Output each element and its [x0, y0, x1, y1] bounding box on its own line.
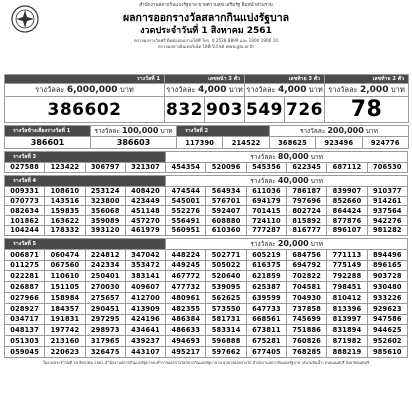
fifth-prize-number: 242334: [85, 260, 125, 271]
fifth-prize-number: 775149: [327, 260, 367, 271]
third-prize-table: [4, 151, 408, 173]
first-prize-number: 386602: [5, 97, 165, 123]
fifth-prize-number: 813396: [327, 303, 367, 314]
second-prize-number: 924776: [362, 137, 408, 149]
fourth-prize-table: [4, 175, 408, 236]
fifth-prize-number: 413909: [125, 303, 165, 314]
table-row: [5, 225, 408, 235]
fourth-prize-number: 981282: [367, 225, 407, 235]
fourth-prize-number: 797696: [287, 196, 327, 206]
fifth-prize-number: 224812: [85, 249, 125, 260]
table-row: [5, 216, 408, 226]
third-prize-number: 306797: [85, 163, 125, 173]
fifth-prize-amount: รางวัลละ 20,000 บาท: [166, 238, 408, 249]
table-row: [5, 249, 408, 260]
fifth-prize-number: 583314: [206, 325, 246, 336]
page-title: ผลการออกรางวัลสลากกินแบ่งรัฐบาล: [122, 12, 290, 24]
header-note-phone: ตรวจผลรางวัลฟรี ติดต่อสอบถามได้ที่ โทร. 0 2528 8899 และ 1900 1900 10: [134, 38, 278, 43]
fifth-prize-number: 467772: [166, 271, 206, 282]
fifth-prize-number: 573550: [206, 303, 246, 314]
near-first-amount: รางวัลละ 100,000 บาท: [91, 126, 177, 137]
fifth-prize-number: 290451: [85, 303, 125, 314]
fifth-prize-number: 250401: [85, 271, 125, 282]
fourth-prize-amount: รางวัลละ 40,000 บาท: [166, 175, 408, 186]
fifth-prize-number: 275657: [85, 292, 125, 303]
third-prize-number: 706530: [367, 163, 407, 173]
fourth-prize-number: 864424: [327, 206, 367, 216]
third-prize-amount: รางวัลละ 80,000 บาท: [166, 152, 408, 163]
fifth-prize-number: 639599: [246, 292, 286, 303]
top-prizes-table: [4, 74, 409, 123]
fifth-prize-number: 768285: [287, 346, 327, 357]
fourth-prize-number: 556491: [166, 216, 206, 226]
fifth-prize-number: 347042: [125, 249, 165, 260]
fifth-prize-number: 110610: [45, 271, 85, 282]
fourth-prize-number: 143516: [45, 196, 85, 206]
fifth-prize-number: 027966: [5, 292, 45, 303]
header: [4, 2, 408, 74]
government-lottery-logo-icon: [10, 4, 40, 34]
front3-label: เลขหน้า 3 ตัว: [165, 75, 245, 84]
front3-number: 903: [205, 97, 245, 123]
fifth-prize-number: 647733: [246, 303, 286, 314]
fifth-prize-number: 067560: [45, 260, 85, 271]
fourth-prize-number: 163622: [45, 216, 85, 226]
fifth-prize-number: 694792: [287, 260, 327, 271]
fifth-prize-number: 486384: [166, 314, 206, 325]
fifth-prize-number: 028927: [5, 303, 45, 314]
fourth-prize-number: 101862: [5, 216, 45, 226]
fifth-prize-number: 051303: [5, 336, 45, 347]
back3-amount: รางวัลละ 4,000 บาท: [246, 85, 323, 95]
fifth-prize-label: รางวัลที่ 5: [5, 238, 166, 249]
third-prize-number: 687112: [327, 163, 367, 173]
fourth-prize-number: 910377: [367, 186, 407, 196]
fifth-prize-number: 831894: [327, 325, 367, 336]
fifth-prize-number: 798451: [327, 282, 367, 293]
third-prize-number: 454354: [166, 163, 206, 173]
fifth-prize-number: 298973: [85, 325, 125, 336]
fifth-prize-number: 888219: [327, 346, 367, 357]
fourth-prize-number: 815892: [287, 216, 327, 226]
fifth-prize-number: 737858: [287, 303, 327, 314]
fifth-prize-number: 596888: [206, 336, 246, 347]
fifth-prize-number: 673811: [246, 325, 286, 336]
fifth-prize-number: 605219: [246, 249, 286, 260]
fifth-prize-number: 477732: [166, 282, 206, 293]
fourth-prize-number: 592407: [206, 206, 246, 216]
fifth-prize-number: 191831: [45, 314, 85, 325]
fifth-prize-number: 677405: [246, 346, 286, 357]
fifth-prize-number: 034717: [5, 314, 45, 325]
fourth-prize-number: 070773: [5, 196, 45, 206]
second-prize-number: 368625: [269, 137, 315, 149]
fifth-prize-number: 158984: [45, 292, 85, 303]
fifth-prize-number: 933226: [367, 292, 407, 303]
fifth-prize-number: 439237: [125, 336, 165, 347]
table-row: [5, 292, 408, 303]
fifth-prize-number: 448224: [166, 249, 206, 260]
front3-amount: รางวัลละ 4,000 บาท: [166, 85, 243, 95]
fourth-prize-number: 724110: [246, 216, 286, 226]
first-prize-label: รางวัลที่ 1: [5, 75, 165, 84]
first-prize-amount: รางวัลละ 6,000,000 บาท: [5, 84, 165, 97]
fourth-prize-number: 560951: [166, 225, 206, 235]
table-row: [5, 336, 408, 347]
fifth-prize-number: 006871: [5, 249, 45, 260]
fourth-prize-number: 178332: [45, 225, 85, 235]
fifth-prize-number: 220623: [45, 346, 85, 357]
fifth-prize-number: 985610: [367, 346, 407, 357]
second-prize-number: 923496: [316, 137, 362, 149]
fifth-prize-number: 930480: [367, 282, 407, 293]
fourth-prize-number: 159835: [45, 206, 85, 216]
third-prize-number: 545356: [246, 163, 286, 173]
fifth-prize-number: 702822: [287, 271, 327, 282]
fifth-prize-number: 668561: [246, 314, 286, 325]
fifth-prize-number: 383141: [125, 271, 165, 282]
third-prize-number: 321307: [125, 163, 165, 173]
fifth-prize-number: 929623: [367, 303, 407, 314]
fifth-prize-number: 751886: [287, 325, 327, 336]
third-prize-number: 520096: [206, 163, 246, 173]
footer-note: ในงวดประจำวันที่ 16 สิงหาคม 2561 สำนักงานสลากกินแบ่งรัฐบาลจะทำการออกรางวัลสลากกินแบ่งรัฐบาล ณ อาคารออกรางวัล สำนักงานสลากกินแบ่งรัฐบาล (สนามบินน้ำ) ถนนนนทบุรี จังหวัดนนทบุรี: [42, 359, 370, 365]
fifth-prize-number: 675281: [246, 336, 286, 347]
fifth-prize-number: 412700: [125, 292, 165, 303]
fourth-prize-number: 451148: [125, 206, 165, 216]
near-first-label: รางวัลข้างเคียงรางวัลที่ 1: [5, 126, 91, 137]
fifth-prize-number: 792288: [327, 271, 367, 282]
fourth-prize-number: 552276: [166, 206, 206, 216]
second-prize-label: รางวัลที่ 2: [177, 126, 270, 137]
fourth-prize-number: 564934: [206, 186, 246, 196]
fourth-prize-number: 839907: [327, 186, 367, 196]
fourth-prize-number: 694179: [246, 196, 286, 206]
fifth-prize-number: 449245: [166, 260, 206, 271]
fifth-prize-number: 520640: [206, 271, 246, 282]
fifth-prize-number: 317965: [85, 336, 125, 347]
fifth-prize-number: 482355: [166, 303, 206, 314]
fourth-prize-number: 457270: [125, 216, 165, 226]
fourth-prize-number: 852660: [327, 196, 367, 206]
fourth-prize-number: 701415: [246, 206, 286, 216]
fifth-prize-number: 616375: [246, 260, 286, 271]
fifth-prize-number: 562625: [206, 292, 246, 303]
fifth-prize-number: 952602: [367, 336, 407, 347]
fifth-prize-number: 745699: [287, 314, 327, 325]
near-first-number: 386601: [5, 137, 91, 149]
fourth-prize-number: 545001: [166, 196, 206, 206]
fifth-prize-number: 621859: [246, 271, 286, 282]
fifth-prize-number: 502771: [206, 249, 246, 260]
fourth-prize-number: 877876: [327, 216, 367, 226]
fifth-prize-number: 495217: [166, 346, 206, 357]
table-row: [5, 186, 408, 196]
fifth-prize-number: 896165: [367, 260, 407, 271]
fifth-prize-number: 947586: [367, 314, 407, 325]
fifth-prize-number: 424196: [125, 314, 165, 325]
fifth-prize-number: 894496: [367, 249, 407, 260]
fourth-prize-number: 009331: [5, 186, 45, 196]
fifth-prize-number: 760826: [287, 336, 327, 347]
fourth-prize-number: 786187: [287, 186, 327, 196]
table-row: [5, 271, 408, 282]
fifth-prize-number: 059045: [5, 346, 45, 357]
fourth-prize-number: 576701: [206, 196, 246, 206]
fifth-prize-number: 409607: [125, 282, 165, 293]
fifth-prize-number: 060474: [45, 249, 85, 260]
fifth-prize-number: 151105: [45, 282, 85, 293]
fifth-prize-number: 810412: [327, 292, 367, 303]
table-row: [5, 282, 408, 293]
back3-label: เลขท้าย 3 ตัว: [245, 75, 325, 84]
fourth-prize-number: 474544: [166, 186, 206, 196]
table-row: [5, 196, 408, 206]
fourth-prize-number: 393120: [85, 225, 125, 235]
fourth-prize-number: 108610: [45, 186, 85, 196]
second-prize-amount: รางวัลละ 200,000 บาท: [269, 126, 408, 137]
fifth-prize-number: 539095: [206, 282, 246, 293]
fifth-prize-number: 270030: [85, 282, 125, 293]
fifth-prize-number: 434641: [125, 325, 165, 336]
fourth-prize-number: 253124: [85, 186, 125, 196]
fifth-prize-number: 494693: [166, 336, 206, 347]
fifth-prize-number: 771113: [327, 249, 367, 260]
fifth-prize-number: 944625: [367, 325, 407, 336]
near-and-second-table: [4, 125, 409, 149]
third-prize-number: 123422: [45, 163, 85, 173]
fourth-prize-number: 802724: [287, 206, 327, 216]
header-note-web: ตรวจผลทางอินเทอร์เน็ต ได้ที่เว็บไซต์ www.glo.or.th: [157, 44, 255, 49]
header-top-line: สำนักงานสลากกินแบ่งรัฐบาล ขายความสุข เสริมรัฐ อิ่มหนำส่วนรวม: [139, 3, 273, 8]
third-prize-label: รางวัลที่ 3: [5, 152, 166, 163]
fourth-prize-number: 608880: [206, 216, 246, 226]
fifth-prize-number: 184357: [45, 303, 85, 314]
fourth-prize-number: 356068: [85, 206, 125, 216]
fifth-prize-number: 597662: [206, 346, 246, 357]
fourth-prize-number: 896107: [327, 225, 367, 235]
fourth-prize-number: 423449: [125, 196, 165, 206]
fifth-prize-number: 505022: [206, 260, 246, 271]
table-row: [5, 303, 408, 314]
third-prize-number: 622345: [287, 163, 327, 173]
table-row: [5, 325, 408, 336]
fourth-prize-number: 104244: [5, 225, 45, 235]
fifth-prize-number: 326475: [85, 346, 125, 357]
fifth-prize-number: 026887: [5, 282, 45, 293]
fourth-prize-number: 461979: [125, 225, 165, 235]
fourth-prize-number: 816777: [287, 225, 327, 235]
fifth-prize-number: 297295: [85, 314, 125, 325]
fifth-prize-number: 443107: [125, 346, 165, 357]
fifth-prize-number: 704930: [287, 292, 327, 303]
second-prize-number: 117390: [177, 137, 223, 149]
fifth-prize-number: 353472: [125, 260, 165, 271]
fifth-prize-number: 480961: [166, 292, 206, 303]
fourth-prize-number: 408420: [125, 186, 165, 196]
second-prize-number: 214522: [223, 137, 269, 149]
fifth-prize-number: 704581: [287, 282, 327, 293]
fourth-prize-number: 082634: [5, 206, 45, 216]
fifth-prize-number: 486633: [166, 325, 206, 336]
fifth-prize-number: 684756: [287, 249, 327, 260]
fourth-prize-number: 611036: [246, 186, 286, 196]
table-row: [5, 346, 408, 357]
fifth-prize-number: 197742: [45, 325, 85, 336]
fourth-prize-number: 610360: [206, 225, 246, 235]
fifth-prize-number: 048137: [5, 325, 45, 336]
back2-amount: รางวัลละ 2,000 บาท: [325, 84, 409, 97]
draw-date: งวดประจำวันที่ 1 สิงหาคม 2561: [140, 26, 272, 36]
fourth-prize-label: รางวัลที่ 4: [5, 175, 166, 186]
fifth-prize-number: 581731: [206, 314, 246, 325]
table-row: [5, 260, 408, 271]
back3-number: 549: [245, 97, 285, 123]
back2-number: 78: [325, 97, 409, 123]
fourth-prize-number: 359089: [85, 216, 125, 226]
back3-number: 726: [285, 97, 325, 123]
fifth-prize-number: 625387: [246, 282, 286, 293]
fourth-prize-number: 937564: [367, 206, 407, 216]
fifth-prize-table: [4, 238, 408, 358]
fifth-prize-number: 903728: [367, 271, 407, 282]
third-prize-number: 027588: [5, 163, 45, 173]
back2-label: เลขท้าย 2 ตัว: [325, 75, 409, 84]
fifth-prize-number: 022281: [5, 271, 45, 282]
fourth-prize-number: 777287: [246, 225, 286, 235]
fifth-prize-number: 871982: [327, 336, 367, 347]
table-row: [5, 206, 408, 216]
fourth-prize-number: 942276: [367, 216, 407, 226]
fourth-prize-number: 914261: [367, 196, 407, 206]
front3-number: 832: [165, 97, 205, 123]
near-first-number: 386603: [91, 137, 177, 149]
fifth-prize-number: 813997: [327, 314, 367, 325]
fifth-prize-number: 213160: [45, 336, 85, 347]
fourth-prize-number: 323800: [85, 196, 125, 206]
table-row: [5, 314, 408, 325]
fifth-prize-number: 011275: [5, 260, 45, 271]
